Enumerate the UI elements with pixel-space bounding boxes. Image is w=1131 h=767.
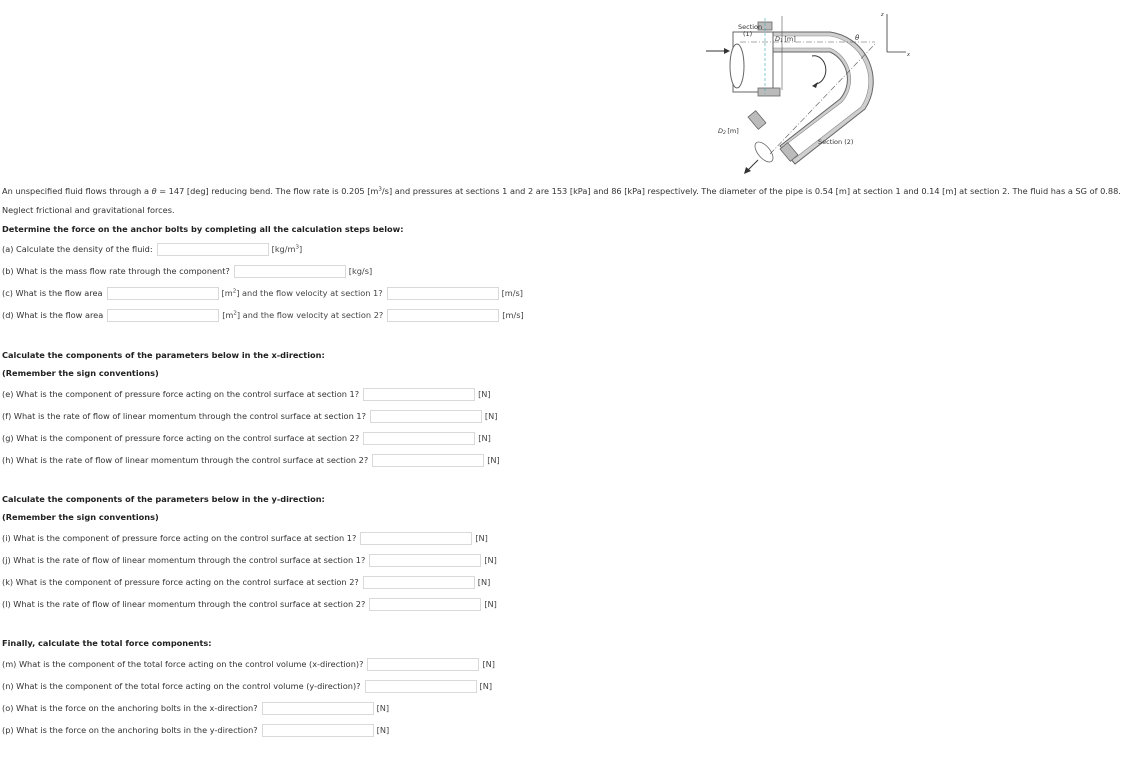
question-g-row <box>2 430 491 446</box>
flow-area-1-input[interactable] <box>107 287 219 300</box>
question-j-row <box>2 552 497 568</box>
question-f-row <box>2 408 497 424</box>
density-input[interactable] <box>157 243 269 256</box>
question-m-row <box>2 656 495 672</box>
question-n-row <box>2 678 492 694</box>
question-d-text: (d) What is the flow area <box>2 310 104 320</box>
axis-x-label: x <box>907 52 910 58</box>
pressure-force-y1-input[interactable] <box>360 532 472 545</box>
question-i-unit: [N] <box>475 533 488 543</box>
question-p-unit: [N] <box>376 725 390 735</box>
total-force-x-input[interactable] <box>367 658 479 671</box>
question-d-row <box>2 307 524 323</box>
section2-label: Section (2) <box>818 138 854 146</box>
theta-symbol: θ <box>151 186 157 196</box>
question-f-unit: [N] <box>484 411 498 421</box>
momentum-flow-y1-input[interactable] <box>369 554 481 567</box>
bolt-force-x-input[interactable] <box>262 702 374 715</box>
question-n-text: (n) What is the component of the total force acting on the control volume (y-direction)? <box>2 681 361 691</box>
flow-turn-arrow <box>812 56 826 84</box>
question-h-unit: [N] <box>487 455 500 465</box>
question-b-unit: [kg/s] <box>348 266 373 276</box>
question-l-text: (l) What is the rate of flow of linear momentum through the control surface at section 2? <box>2 599 366 609</box>
question-m-text: (m) What is the component of the total force acting on the control volume (x-direction)? <box>2 659 364 669</box>
flow-turn-arrow-head <box>812 82 818 88</box>
question-k-text: (k) What is the component of pressure force acting on the control surface at section 2? <box>2 577 359 587</box>
question-o-row <box>2 700 389 716</box>
statement-part-a: An unspecified fluid flows through a <box>2 186 152 196</box>
question-n-unit: [N] <box>479 681 493 691</box>
momentum-flow-x1-input[interactable] <box>370 410 482 423</box>
question-b-text: (b) What is the mass flow rate through the component? <box>2 266 230 276</box>
question-l-row <box>2 596 497 612</box>
theta-label: θ <box>855 34 860 42</box>
question-i-text: (i) What is the component of pressure force acting on the control surface at section 1? <box>2 533 357 543</box>
flange-1-bottom <box>758 88 780 96</box>
question-e-unit: [N] <box>478 389 491 399</box>
neglect-text: Neglect frictional and gravitational forces. <box>2 205 175 215</box>
question-d-unit: [m/s] <box>502 310 524 320</box>
bolt-force-y-input[interactable] <box>262 724 374 737</box>
question-l-unit: [N] <box>484 599 497 609</box>
final-section-title: Finally, calculate the total force components: <box>2 638 212 648</box>
inlet-opening <box>730 44 744 88</box>
pressure-force-x2-input[interactable] <box>363 432 475 445</box>
question-d-mid: $[m^2]$ and the flow velocity at section 2? <box>222 310 384 320</box>
question-o-text: (o) What is the force on the anchoring bolts in the x-direction? <box>2 703 258 713</box>
question-g-unit: [N] <box>478 433 491 443</box>
momentum-flow-y2-input[interactable] <box>369 598 481 611</box>
instruction-text: Determine the force on the anchor bolts by completing all the calculation steps below: <box>2 224 404 234</box>
question-a-row <box>2 241 302 257</box>
question-b-row <box>2 263 372 279</box>
question-h-text: (h) What is the rate of flow of linear momentum through the control surface at section 2? <box>2 455 369 465</box>
question-f-text: (f) What is the rate of flow of linear momentum through the control surface at section 1? <box>2 411 366 421</box>
y-section-title: Calculate the components of the parameters below in the y-direction: <box>2 494 325 504</box>
superscript: 3 <box>378 186 382 193</box>
question-e-text: (e) What is the component of pressure force acting on the control surface at section 1? <box>2 389 360 399</box>
question-j-text: (j) What is the rate of flow of linear momentum through the control surface at section 1? <box>2 555 366 565</box>
outlet-opening <box>752 139 777 165</box>
question-c-row <box>2 285 523 301</box>
statement-part-b: = 147 [deg] reducing bend. The flow rate is 0.205 [m <box>156 186 379 196</box>
section1-label: Section <box>738 23 763 31</box>
pressure-force-x1-input[interactable] <box>363 388 475 401</box>
question-c-unit: [m/s] <box>501 288 523 298</box>
flange-2-left <box>748 111 766 130</box>
reducing-bend-diagram <box>700 4 920 176</box>
question-p-text: (p) What is the force on the anchoring bolts in the y-direction? <box>2 725 258 735</box>
velocity-1-input[interactable] <box>387 287 499 300</box>
question-k-unit: [N] <box>477 577 491 587</box>
d1-label: D1 [m] <box>775 35 796 44</box>
question-a-unit: $[kg/m^3]$ <box>271 244 303 254</box>
y-section-note: (Remember the sign conventions) <box>2 512 159 522</box>
x-section-note: (Remember the sign conventions) <box>2 368 159 378</box>
x-section-title: Calculate the components of the parameters below in the x-direction: <box>2 350 325 360</box>
question-g-text: (g) What is the component of pressure force acting on the control surface at section 2? <box>2 433 360 443</box>
question-i-row <box>2 530 488 546</box>
section1-num: (1) <box>743 30 753 38</box>
question-k-row <box>2 574 490 590</box>
problem-statement <box>2 186 1121 196</box>
question-a-text: (a) Calculate the density of the fluid: <box>2 244 153 254</box>
velocity-2-input[interactable] <box>387 309 499 322</box>
question-e-row <box>2 386 491 402</box>
total-force-y-input[interactable] <box>365 680 477 693</box>
question-p-row <box>2 722 389 738</box>
question-h-row <box>2 452 500 468</box>
inlet-arrow-head <box>724 48 730 54</box>
question-o-unit: [N] <box>376 703 390 713</box>
flow-area-2-input[interactable] <box>107 309 219 322</box>
d2-label: D2 [m] <box>718 127 739 136</box>
momentum-flow-x2-input[interactable] <box>372 454 484 467</box>
question-c-mid: $[m^2]$ and the flow velocity at section 1? <box>221 288 383 298</box>
question-j-unit: [N] <box>484 555 497 565</box>
axis-z-label: z <box>881 12 884 18</box>
mass-flow-rate-input[interactable] <box>234 265 346 278</box>
question-c-text: (c) What is the flow area <box>2 288 103 298</box>
question-m-unit: [N] <box>482 659 495 669</box>
statement-part-c: /s] and pressures at sections 1 and 2 are 153 [kPa] and 86 [kPa] respectively. The diameter of the pipe is 0.54 [m] at section 1 and 0.14 [m] at section 2. The fluid has a SG of 0.88. <box>381 186 1121 196</box>
pressure-force-y2-input[interactable] <box>363 576 475 589</box>
